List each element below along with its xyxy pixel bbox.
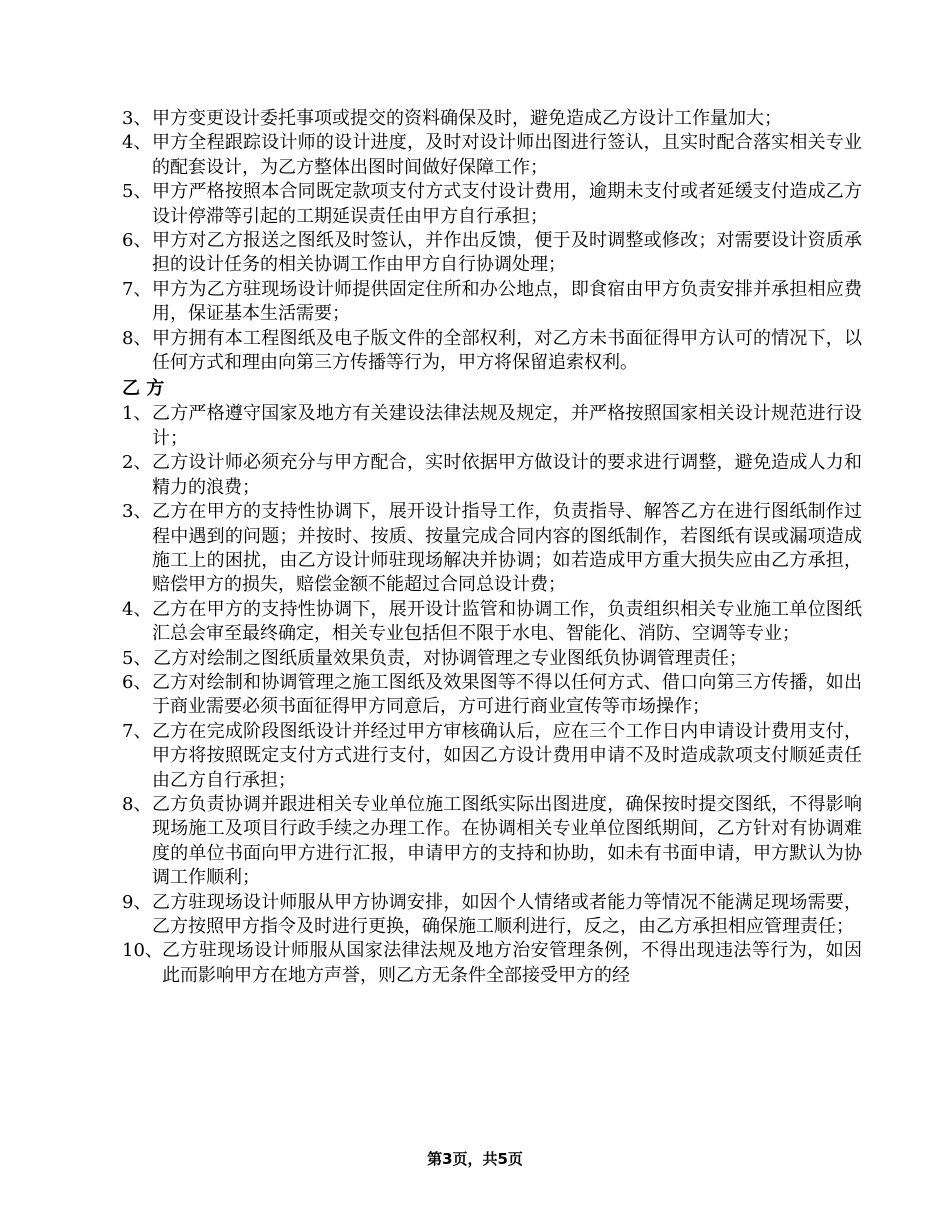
clause-item bbox=[122, 647, 862, 671]
clause-text: 乙方驻现场设计师服从国家法律法规及地方治安管理条例，不得出现违法等行为，如因此而影响甲方在地方声誉，则乙方无条件全部接受甲方的经 bbox=[162, 940, 862, 986]
clause-item bbox=[122, 720, 862, 793]
clause-text: 甲方为乙方驻现场设计师提供固定住所和办公地点，即食宿由甲方负责安排并承担相应费用，保证基本生活需要； bbox=[152, 278, 862, 325]
clause-text: 乙方在甲方的支持性协调下，展开设计监管和协调工作，负责组织相关专业施工单位图纸汇总会审至最终确定，相关专业包括但不限于水电、智能化、消防、空调等专业； bbox=[152, 598, 862, 645]
page-number-label: 第3页，共5页 bbox=[427, 1150, 523, 1168]
clause-item bbox=[122, 939, 862, 988]
clause-number: 5、 bbox=[122, 181, 152, 203]
clause-number: 3、 bbox=[122, 501, 152, 523]
clause-number: 4、 bbox=[122, 132, 152, 154]
clause-number: 5、 bbox=[122, 647, 152, 669]
clause-item bbox=[122, 278, 862, 327]
page-footer bbox=[0, 1148, 950, 1169]
clause-text: 乙方严格遵守国家及地方有关建设法律法规及规定，并严格按照国家相关设计规范进行设计； bbox=[152, 403, 862, 449]
clause-item bbox=[122, 451, 862, 500]
clause-item bbox=[122, 598, 862, 647]
clause-number: 6、 bbox=[122, 671, 152, 693]
document-body bbox=[122, 107, 862, 988]
party-b-heading: 乙 方 bbox=[122, 378, 165, 400]
party-a-clauses bbox=[122, 107, 862, 375]
clause-text: 乙方在完成阶段图纸设计并经过甲方审核确认后，应在三个工作日内申请设计费用支付，甲方将按照既定支付方式进行支付，如因乙方设计费用申请不及时造成款项支付顺延责任由乙方自行承担； bbox=[152, 720, 862, 791]
clause-text: 乙方负责协调并跟进相关专业单位施工图纸实际出图进度，确保按时提交图纸，不得影响现场施工及项目行政手续之办理工作。在协调相关专业单位图纸期间，乙方针对有协调难度的单位书面向甲方进行汇报，申请甲方的支持和协助，如未有书面申请，甲方默认为协调工作顺利； bbox=[152, 793, 862, 889]
clause-item bbox=[122, 107, 862, 131]
clause-text: 甲方全程跟踪设计师的设计进度，及时对设计师出图进行签认，且实时配合落实相关专业的配套设计，为乙方整体出图时间做好保障工作； bbox=[152, 132, 862, 178]
clause-text: 乙方设计师必须充分与甲方配合，实时依据甲方做设计的要求进行调整，避免造成人力和精力的浪费； bbox=[152, 452, 862, 498]
clause-item bbox=[122, 180, 862, 229]
clause-text: 甲方对乙方报送之图纸及时签认，并作出反馈，便于及时调整或修改；对需要设计资质承担的设计任务的相关协调工作由甲方自行协调处理； bbox=[152, 230, 862, 276]
clause-text: 甲方拥有本工程图纸及电子版文件的全部权利，对乙方未书面征得甲方认可的情况下，以任何方式和理由向第三方传播等行为，甲方将保留追索权利。 bbox=[152, 327, 862, 374]
clause-number: 3、 bbox=[122, 108, 152, 129]
clause-text: 甲方变更设计委托事项或提交的资料确保及时，避免造成乙方设计工作量加大； bbox=[152, 108, 782, 129]
clause-item bbox=[122, 229, 862, 278]
clause-text: 甲方严格按照本合同既定款项支付方式支付设计费用，逾期未支付或者延缓支付造成乙方设计停滞等引起的工期延误责任由甲方自行承担； bbox=[152, 181, 862, 227]
clause-number: 8、 bbox=[122, 327, 152, 349]
clause-item bbox=[122, 500, 862, 598]
clause-item bbox=[122, 402, 862, 451]
clause-number: 7、 bbox=[122, 720, 152, 742]
clause-number: 7、 bbox=[122, 278, 152, 300]
clause-number: 6、 bbox=[122, 230, 152, 252]
clause-text: 乙方在甲方的支持性协调下，展开设计指导工作，负责指导、解答乙方在进行图纸制作过程中遇到的问题；并按时、按质、按量完成合同内容的图纸制作，若图纸有误或漏项造成施工上的困扰，由乙方设计师驻现场解决并协调；如若造成甲方重大损失应由乙方承担，赔偿甲方的损失，赔偿金额不能超过合同总设计费； bbox=[152, 501, 862, 596]
clause-text: 乙方对绘制之图纸质量效果负责，对协调管理之专业图纸负协调管理责任； bbox=[153, 647, 747, 669]
clause-item bbox=[122, 891, 862, 940]
clause-item bbox=[122, 671, 862, 720]
clause-number: 1、 bbox=[122, 403, 152, 425]
clause-number: 10、 bbox=[122, 940, 163, 962]
clause-item bbox=[122, 327, 862, 376]
clause-number: 8、 bbox=[122, 793, 152, 815]
clause-text: 乙方对绘制和协调管理之施工图纸及效果图等不得以任何方式、借口向第三方传播，如出于商业需要必须书面征得甲方同意后，方可进行商业宣传等市场操作； bbox=[152, 671, 862, 718]
clause-number: 2、 bbox=[122, 452, 152, 474]
clause-item bbox=[122, 131, 862, 180]
clause-number: 4、 bbox=[122, 598, 152, 620]
clause-number: 9、 bbox=[122, 891, 152, 913]
clause-item bbox=[122, 793, 862, 891]
party-b-clauses bbox=[122, 402, 862, 988]
clause-text: 乙方驻现场设计师服从甲方协调安排，如因个人情绪或者能力等情况不能满足现场需要，乙方按照甲方指令及时进行更换，确保施工顺利进行，反之，由乙方承担相应管理责任； bbox=[152, 891, 862, 937]
